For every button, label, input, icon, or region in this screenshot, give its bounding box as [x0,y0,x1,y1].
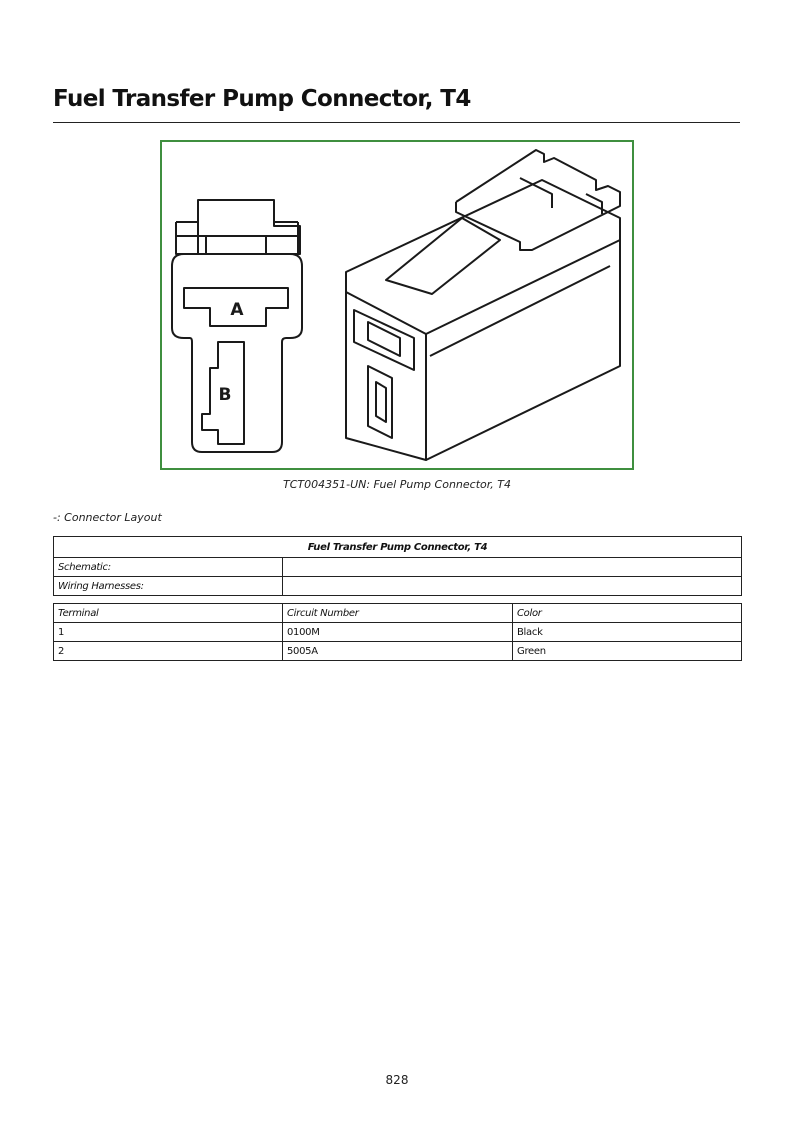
color-cell: Green [513,642,742,661]
page-number: 828 [385,1073,409,1087]
terminal-cell: 2 [54,642,283,661]
circuit-cell: 0100M [283,623,513,642]
connector-figure [160,140,634,470]
harness-value [283,577,742,596]
schematic-row [54,558,742,577]
figure-caption: TCT004351-UN: Fuel Pump Connector, T4 [283,478,511,491]
schematic-value [283,558,742,577]
header-color: Color [513,604,742,623]
connector-iso-view [346,150,620,460]
harness-row [54,577,742,596]
cavity-b-label: B [218,385,232,405]
table-row [54,623,742,642]
schematic-label: Schematic: [54,558,283,577]
connector-table [53,536,742,661]
title-divider [53,122,740,123]
page-title: Fuel Transfer Pump Connector, T4 [53,86,471,112]
circuit-cell: 5005A [283,642,513,661]
table-header-row [54,604,742,623]
table-caption-row [54,537,742,558]
header-circuit: Circuit Number [283,604,513,623]
color-cell: Black [513,623,742,642]
harness-label: Wiring Harnesses: [54,577,283,596]
cavity-a-label: A [230,300,244,320]
connector-drawing [162,142,632,468]
table-spacer [54,596,742,604]
table-row [54,642,742,661]
terminal-cell: 1 [54,623,283,642]
connector-front-view [172,200,302,452]
table-caption: Fuel Transfer Pump Connector, T4 [54,537,742,558]
section-label: -: Connector Layout [53,511,162,524]
header-terminal: Terminal [54,604,283,623]
